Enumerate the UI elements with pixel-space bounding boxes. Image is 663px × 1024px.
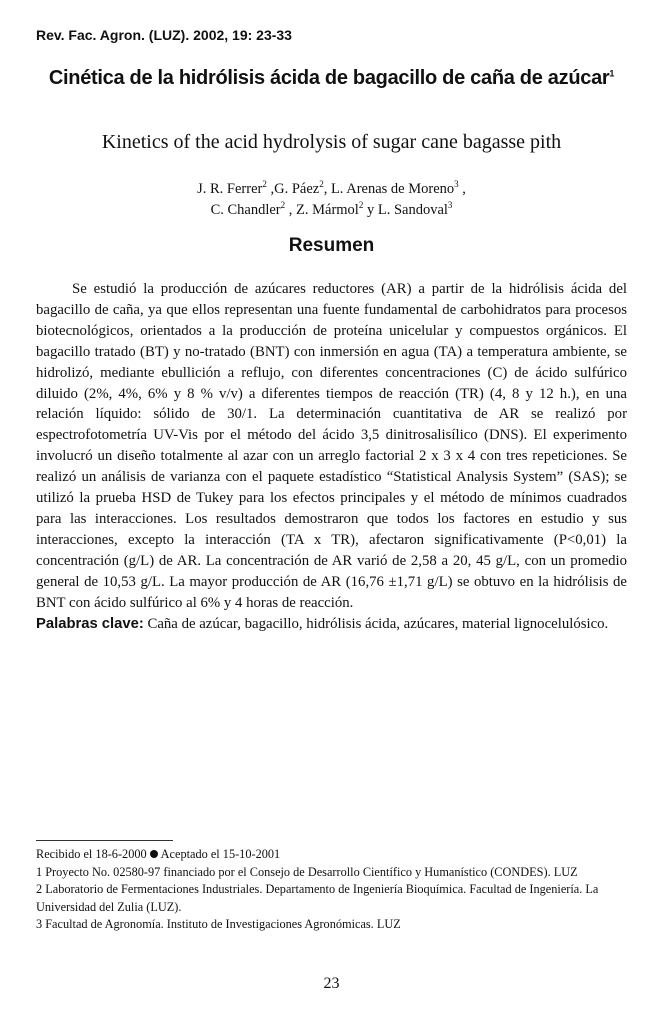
received-date: Recibido el 18-6-2000 xyxy=(36,847,147,861)
keywords xyxy=(36,614,627,635)
keywords-text: Caña de azúcar, bagacillo, hidrólisis ácida, azúcares, material lignocelulósico. xyxy=(143,615,609,632)
page-number: 23 xyxy=(323,975,340,992)
section-heading: Resumen xyxy=(288,235,375,256)
authors xyxy=(36,179,627,221)
author-separator: y xyxy=(363,202,378,218)
footnote-divider xyxy=(36,840,173,841)
author-separator: , xyxy=(285,202,297,218)
footnote-1: 1 Proyecto No. 02580-97 financiado por el Consejo de Desarrollo Científico y Humanístico (CONDES). LUZ xyxy=(36,864,578,879)
title-text: Cinética de la hidrólisis ácida de bagacillo de caña de azúcar xyxy=(48,67,610,89)
abstract-paragraph: Se estudió la producción de azúcares reductores (AR) a partir de la hidrólisis ácida del bagacillo de caña, ya que ellos representan una fuente fundamental de carbohidratos para procesos biotecnológicos, orientados a la producción de proteína unicelular y compuestos orgánicos. El bagacillo tratado (BT) y no-tratado (BNT) con inmersión en agua (TA) a temperatura ambiente, se hidrolizó, mediante ebullición a reflujo, con diferentes concentraciones (C) de ácido sulfúrico diluido (2%, 4%, 6% y 8 % v/v) a diferentes tiempos de reacción (TR) (4, 8 y 12 h.), en una relación líquido: sólido de 30/1. La determinación cuantitativa de AR se realizó por espectrofotometría UV-Vis por el método del ácido 3,5 dinitrosalisílico (DNS). El experimento involucró un diseño totalmente al azar con un arreglo factorial 2 x 3 x 4 con tres repeticiones. Se realizó un análisis de varianza con el paquete estadístico “Statistical Analysis System” (SAS); se utilizó la prueba HSD de Tukey para los efectos principales y el método de mínimos cuadrados para las interacciones. Los resultados demostraron que todos los factores en estudio y sus interacciones, excepto la interacción (TA x TR), afectaron significativamente (P<0,01) la concentración (g/L) de AR. La concentración de AR varió de 2,58 a 20, 45 g/L, con un promedio general de 10,53 g/L. La mayor producción de AR (16,76 ±1,71 g/L) se obtuvo en la hidrólisis de BNT con ácido sulfúrico al 6% y 4 horas de reacción. xyxy=(36,281,627,611)
dates-line xyxy=(36,846,627,864)
accepted-date: Aceptado el 15-10-2001 xyxy=(160,847,281,861)
author-affiliation: 2 xyxy=(280,200,286,211)
author-name: J. R. Ferrer xyxy=(197,181,263,197)
author-separator: , xyxy=(323,181,331,197)
author-affiliation: 2 xyxy=(319,179,324,190)
authors-line-2 xyxy=(36,200,627,221)
author-separator: , xyxy=(458,181,466,197)
author-affiliation: 3 xyxy=(454,179,459,190)
title-footnote-mark: 1 xyxy=(609,68,615,79)
author-name: G. Páez xyxy=(274,181,320,197)
author-affiliation: 3 xyxy=(447,200,453,211)
keywords-label: Palabras clave: xyxy=(36,615,144,632)
article-title xyxy=(30,66,633,90)
footnote-3: 3 Facultad de Agronomía. Instituto de Investigaciones Agronómicas. LUZ xyxy=(36,917,401,931)
author-affiliation: 2 xyxy=(262,179,267,190)
journal-reference: Rev. Fac. Agron. (LUZ). 2002, 19: 23-33 xyxy=(36,27,292,43)
author-separator: , xyxy=(266,181,275,197)
bullet-icon xyxy=(150,850,158,858)
footnotes xyxy=(36,846,627,934)
author-affiliation: 2 xyxy=(358,200,364,211)
abstract xyxy=(36,279,627,634)
author-name: L. Arenas de Moreno xyxy=(330,181,455,197)
author-name: Z. Mármol xyxy=(296,202,359,218)
english-title: Kinetics of the acid hydrolysis of sugar cane bagasse pith xyxy=(101,131,562,153)
author-name: L. Sandoval xyxy=(377,202,448,218)
authors-line-1 xyxy=(36,179,627,200)
footnote-2: 2 Laboratorio de Fermentaciones Industriales. Departamento de Ingeniería Bioquímica. Facultad de Ingeniería. La Universidad del Zulia (LUZ). xyxy=(36,882,599,914)
author-name: C. Chandler xyxy=(210,202,281,218)
